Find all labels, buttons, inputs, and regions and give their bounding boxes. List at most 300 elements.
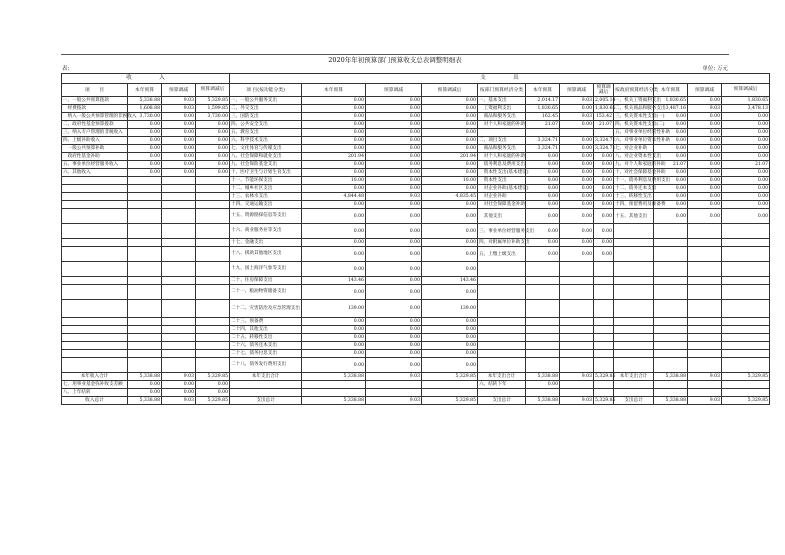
table-cell [62,342,128,350]
table-cell: 二十七、债务付息支出 [230,350,302,358]
table-cell: 0.00 [422,318,478,326]
table-cell [654,300,688,318]
table-cell: 0.00 [302,137,366,145]
table-cell [594,342,614,350]
table-cell: 0.00 [366,318,422,326]
table-cell [162,201,196,209]
table-cell: 对企业补助(基本建设) [479,186,529,191]
table-cell: 0.00 [128,169,162,177]
table-cell: 201.94 [302,153,366,161]
table-cell: 二十一、粮油物资储备支出 [230,285,302,300]
table-cell: 0.00 [688,153,722,161]
table-cell: 0.00 [560,177,594,185]
table-cell: 0.00 [722,113,770,121]
table-cell [722,326,770,334]
table-cell [614,247,654,262]
table-cell: 十五、资源勘探信息等支出 [230,209,302,224]
table-cell: 0.00 [196,121,230,129]
table-cell: 0.00 [366,358,422,373]
table-cell [128,285,162,300]
col-budget: 本年预算 [526,84,560,97]
table-cell: 0.00 [162,169,196,177]
table-cell [62,185,128,193]
table-row [62,326,770,334]
table-cell [478,285,526,300]
table-cell [128,201,162,209]
table-cell: 0.00 [302,350,366,358]
table-cell [722,389,770,397]
table-cell [526,334,560,342]
table-cell: 0.00 [302,113,366,121]
table-cell [128,277,162,285]
table-cell [614,262,654,277]
table-cell [162,193,196,201]
table-cell: 0.00 [366,209,422,224]
table-cell [162,350,196,358]
table-cell [688,342,722,350]
table-cell [162,239,196,247]
table-cell: 0.00 [422,247,478,262]
table-cell [654,342,688,350]
table-cell: 0.00 [162,381,196,389]
table-cell: 一、基本支出 [478,97,526,105]
table-cell: 0.00 [196,153,230,161]
table-cell: 0.00 [560,169,594,177]
table-cell: 0.00 [302,262,366,277]
table-cell: 0.00 [302,169,366,177]
table-cell: 0.00 [560,161,594,169]
table-cell: 0.00 [162,389,196,397]
table-cell: 0.00 [162,145,196,153]
table-cell [478,326,526,334]
table-cell [688,381,722,389]
table-cell: 0.00 [594,247,614,262]
table-cell [162,209,196,224]
table-cell [62,224,128,239]
table-cell: 3,324.71 [526,145,560,153]
table-cell: 1,830.65 [526,105,560,113]
table-row [62,153,770,161]
table-cell [128,300,162,318]
table-cell [560,389,594,397]
table-cell [614,326,654,334]
table-cell: 0.00 [196,145,230,153]
table-cell: 十二、城乡社区支出 [230,185,302,193]
table-cell: 0.00 [366,300,422,318]
table-row [62,389,770,397]
table-cell: 0.00 [302,145,366,153]
table-cell: 5,338.88 [654,397,688,405]
table-cell [62,177,128,185]
table-cell: 5,338.88 [654,373,688,381]
table-cell: 9.03 [162,105,196,113]
table-cell [196,239,230,247]
table-cell: 21.07 [654,161,688,169]
col-adj: 预算调减 [560,84,594,97]
table-cell: 0.00 [302,318,366,326]
table-cell: 0.00 [722,121,770,129]
table-cell: 六、科学技术支出 [230,137,302,145]
table-cell [614,300,654,318]
table-cell: 9.03 [560,97,594,105]
table-cell [594,389,614,397]
table-cell [560,285,594,300]
table-cell [614,342,654,350]
table-cell [614,381,654,389]
table-cell: 0.00 [722,209,770,224]
table-cell [614,389,654,397]
table-label: 表: [62,66,70,72]
income-header: 收 入 [62,74,230,84]
table-cell [478,358,526,373]
table-cell [196,247,230,262]
table-row [62,277,770,285]
table-cell: 0.00 [722,129,770,137]
table-cell [62,358,128,373]
table-cell [62,247,128,262]
table-cell [128,239,162,247]
table-cell: 2,014.17 [526,97,560,105]
table-cell [162,285,196,300]
table-cell: 0.00 [128,161,162,169]
table-cell [722,334,770,342]
table-cell: 0.00 [302,326,366,334]
table-cell: 0.00 [422,358,478,373]
col-budget: 本年预算 [654,84,688,97]
table-cell: 支出总计 [230,397,302,405]
table-cell: 一、一般公共服务支出 [230,97,302,105]
table-cell: 0.00 [366,161,422,169]
table-cell: 0.00 [526,169,560,177]
table-cell: 9.03 [366,397,422,405]
table-cell: 0.00 [422,161,478,169]
table-cell [614,239,654,247]
table-row [62,247,770,262]
col-adj: 预算调减 [162,84,196,97]
table-cell: 0.00 [654,201,688,209]
table-row [62,285,770,300]
table-cell: 0.00 [162,113,196,121]
table-cell: 债务利息及费用支出 [479,162,525,167]
table-cell [366,381,422,389]
table-cell: 二十三、预备费 [230,318,302,326]
table-cell: 0.00 [722,153,770,161]
table-cell [128,193,162,201]
table-cell: 0.00 [688,97,722,105]
col-budget: 本年预算 [128,84,162,97]
table-cell: 0.00 [654,113,688,121]
table-cell: 0.00 [526,224,560,239]
table-cell: 对个人和家庭的补助 [479,122,525,127]
table-cell: 0.00 [422,113,478,121]
table-cell [128,185,162,193]
col-after: 预算调减后 [196,84,230,97]
table-cell: 0.00 [128,381,162,389]
table-cell [196,277,230,285]
table-cell: 9.03 [688,105,722,113]
table-cell: 纳入一般公共预算管理的非税收入 [63,114,137,119]
table-cell [722,262,770,277]
table-cell [560,350,594,358]
table-cell: 十九、国土海洋气象等支出 [230,262,302,277]
table-cell [722,318,770,326]
table-cell [688,262,722,277]
table-cell: 0.00 [654,193,688,201]
table-cell: 0.00 [594,177,614,185]
table-cell: 5,329.85 [422,373,478,381]
table-cell: 0.00 [302,97,366,105]
table-cell: 9.03 [688,373,722,381]
table-cell: 资本性支出(基本建设) [479,170,529,175]
table-cell: 二、政府性基金预算拨款 [62,121,128,129]
table-cell: 0.00 [688,209,722,224]
table-cell: 对社会保障基金补助 [479,202,525,207]
table-cell [62,239,128,247]
table-cell [614,334,654,342]
table-cell [722,300,770,318]
table-cell [196,358,230,373]
table-cell: 商品和服务支出 [478,145,526,153]
table-cell: 0.00 [422,185,478,193]
table-cell [162,185,196,193]
table-row [62,397,770,405]
table-cell: 五、对事业单位经常性补助 [615,130,671,135]
header-row-columns [62,84,770,97]
table-cell: 9.03 [366,373,422,381]
table-row [62,342,770,350]
table-cell [302,381,366,389]
table-cell: 0.00 [302,247,366,262]
table-cell: 0.00 [688,185,722,193]
table-cell: 0.00 [526,381,560,389]
table-cell [162,247,196,262]
table-cell [62,277,128,285]
table-cell: 0.00 [526,193,560,201]
table-cell: 七、对企业补助 [614,145,654,153]
table-cell: 153.42 [594,113,614,121]
table-cell: 0.00 [302,209,366,224]
table-cell: 0.00 [366,334,422,342]
table-cell: 3,478.13 [722,105,770,113]
table-cell: 162.45 [526,113,560,121]
table-row [62,177,770,185]
table-cell: 3,487.16 [654,105,688,113]
table-cell: 支出总计 [614,397,654,405]
table-cell: 0.00 [196,389,230,397]
table-cell: 十五、其他支出 [614,209,654,224]
table-cell [162,358,196,373]
table-cell: 9.03 [162,97,196,105]
table-cell [128,224,162,239]
table-cell: 5,329.85 [595,398,616,403]
table-cell [560,129,594,137]
table-cell: 0.00 [302,239,366,247]
table-cell: 0.00 [654,137,688,145]
table-cell: 0.00 [162,153,196,161]
table-cell: 0.00 [688,193,722,201]
table-cell [722,381,770,389]
table-cell: 十六、商业服务业等支出 [230,224,302,239]
table-cell: 0.00 [196,129,230,137]
table-row [62,121,770,129]
table-cell: 0.00 [594,224,614,239]
table-cell: 0.00 [366,262,422,277]
table-cell: 0.00 [366,177,422,185]
table-cell: 0.00 [526,239,560,247]
table-cell: 0.00 [526,177,560,185]
table-cell: 0.00 [366,185,422,193]
table-cell: 139.00 [302,300,366,318]
table-row [62,129,770,137]
table-cell [654,277,688,285]
table-cell: 0.00 [366,342,422,350]
table-cell: 0.00 [560,137,594,145]
table-cell [560,342,594,350]
table-cell: 0.00 [422,145,478,153]
table-cell: 五、事业单位经营服务收入 [62,161,128,169]
table-cell [162,277,196,285]
table-cell [62,262,128,277]
table-cell: 0.00 [654,169,688,177]
table-cell: 五、教育支出 [230,129,302,137]
table-cell [128,209,162,224]
table-cell [526,129,560,137]
table-cell: 21.07 [526,121,560,129]
table-cell: 3,730.00 [128,113,162,121]
table-cell: 政府性基金补助 [62,153,128,161]
col-adj: 预算调减 [688,84,722,97]
col-adj: 预算调减 [366,84,422,97]
table-cell: 二十五、转移性支出 [230,334,302,342]
table-cell: 143.46 [302,277,366,285]
table-cell [722,358,770,373]
table-cell [526,358,560,373]
table-cell [196,334,230,342]
table-cell: 0.00 [654,129,688,137]
table-row [62,113,770,121]
table-cell: 0.00 [560,121,594,129]
table-cell: 九、对个人和家庭的补助 [615,162,666,167]
table-cell: 二、项目支出 [478,137,526,145]
table-cell: 资本性支出 [478,177,526,185]
table-cell: 0.00 [422,285,478,300]
table-cell: 0.00 [688,121,722,129]
table-cell [614,350,654,358]
table-cell [62,209,128,224]
table-cell: 四、对附属单位补助支出 [479,240,530,245]
table-cell: 对企业补助 [478,193,526,201]
table-cell [196,318,230,326]
table-cell [594,129,614,137]
table-cell: 0.00 [422,121,478,129]
table-cell [128,334,162,342]
table-cell: 5,329.85 [722,373,770,381]
table-cell: 四、公共安全支出 [230,121,302,129]
table-cell [62,318,128,326]
table-cell: 0.00 [366,129,422,137]
table-cell: 2,005.14 [595,98,616,103]
table-cell: 十、对社会保障基金补助 [615,170,666,175]
table-cell: 0.00 [366,247,422,262]
table-cell: 0.00 [654,121,688,129]
table-cell [128,350,162,358]
table-cell [654,358,688,373]
table-cell [688,318,722,326]
table-cell: 1,830.65 [654,97,688,105]
table-cell: 0.00 [422,169,478,177]
table-cell: 0.00 [526,161,560,169]
table-cell: 5,338.88 [526,373,560,381]
table-cell [594,300,614,318]
table-cell: 5,329.85 [722,397,770,405]
table-cell: 0.00 [422,201,478,209]
table-cell [560,381,594,389]
table-cell [162,334,196,342]
table-cell: 0.00 [302,358,366,373]
table-cell: 0.00 [302,334,366,342]
table-cell: 9.03 [162,397,196,405]
table-cell: 0.00 [128,137,162,145]
table-cell: 0.00 [560,145,594,153]
table-cell [62,201,128,209]
table-cell [478,277,526,285]
table-cell: 0.00 [722,145,770,153]
table-cell: 0.00 [366,145,422,153]
table-row [62,334,770,342]
table-cell [560,318,594,326]
table-cell [688,389,722,397]
table-cell: 0.00 [128,153,162,161]
table-cell: 5,338.88 [128,97,162,105]
table-cell: 八、社会保障和就业支出 [230,153,302,161]
table-row [62,209,770,224]
table-cell [196,262,230,277]
table-cell: 0.00 [422,326,478,334]
table-cell [128,262,162,277]
table-cell: 0.00 [302,342,366,350]
table-cell [688,224,722,239]
table-cell [614,224,654,239]
table-cell [722,350,770,358]
table-cell [478,300,526,318]
table-cell: 本年收入合计 [62,373,128,381]
table-cell: 0.00 [594,239,614,247]
table-cell: 3,324.71 [526,137,560,145]
table-cell [688,277,722,285]
table-cell [478,389,526,397]
table-cell: 0.00 [594,161,614,169]
table-cell: 0.00 [302,201,366,209]
table-cell: 5,338.88 [526,397,560,405]
table-cell: 0.00 [722,177,770,185]
table-cell [230,381,302,389]
table-cell: 0.00 [162,137,196,145]
table-cell: 0.00 [366,350,422,358]
table-cell: 0.00 [654,177,688,185]
table-row [62,201,770,209]
table-cell: 0.00 [422,97,478,105]
table-cell: 0.00 [162,161,196,169]
table-cell [594,358,614,373]
table-cell: 0.00 [560,105,594,113]
table-cell [654,285,688,300]
table-cell [526,389,560,397]
table-cell: 0.00 [422,350,478,358]
table-cell: 经费拨款 [62,105,128,113]
table-cell [62,326,128,334]
table-cell: 0.00 [422,209,478,224]
table-cell [688,300,722,318]
